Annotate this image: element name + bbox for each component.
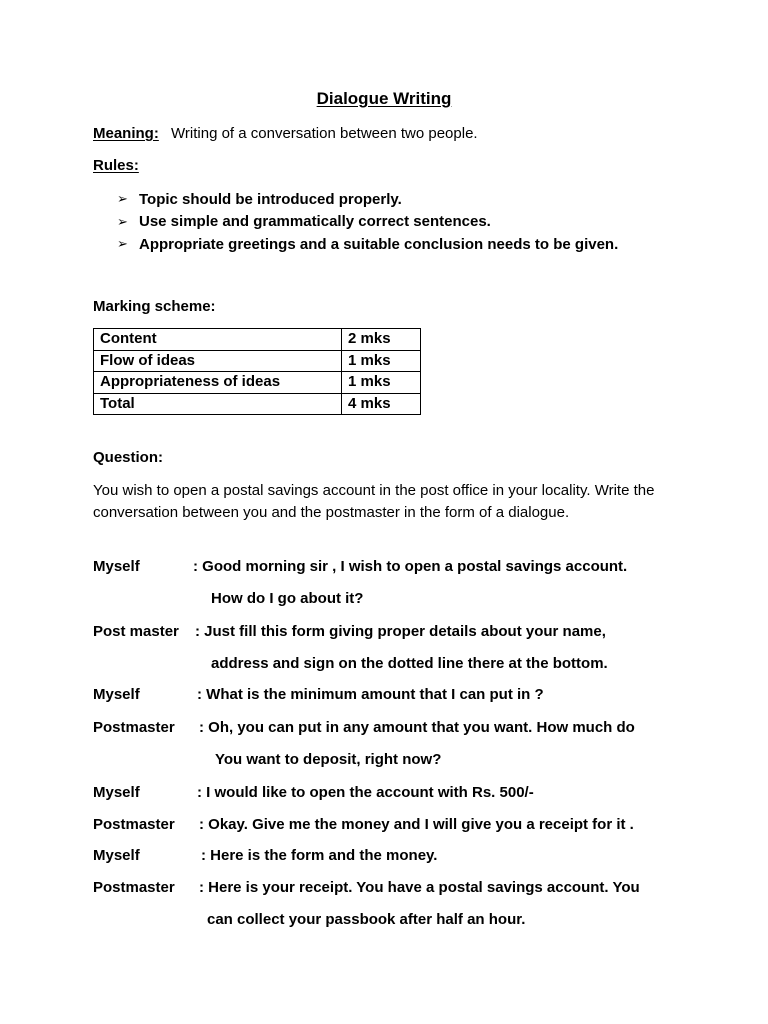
rule-text: Topic should be introduced properly. <box>139 190 402 208</box>
rules-label: Rules: <box>93 157 139 174</box>
meaning-text: Writing of a conversation between two people. <box>171 125 478 142</box>
dialogue-speaker: Post master <box>93 623 179 640</box>
dialogue-line: : Good morning sir , I wish to open a postal savings account. <box>193 558 628 575</box>
dialogue-line: can collect your passbook after half an hour. <box>207 911 526 928</box>
table-cell-marks: 1 mks <box>342 350 421 372</box>
rule-text: Use simple and grammatically correct sentences. <box>139 213 491 231</box>
dialogue-line: How do I go about it? <box>211 590 364 607</box>
arrow-bullet-icon: ➢ <box>117 236 128 252</box>
table-cell-marks: 2 mks <box>342 329 421 351</box>
arrow-bullet-icon: ➢ <box>117 191 128 207</box>
dialogue-line: : Okay. Give me the money and I will give you a receipt for it . <box>199 816 634 833</box>
rule-item <box>117 233 618 256</box>
dialogue-line: address and sign on the dotted line there at the bottom. <box>211 655 608 672</box>
table-cell-marks: 4 mks <box>342 393 421 415</box>
rules-heading <box>93 157 139 174</box>
table-cell-marks: 1 mks <box>342 372 421 394</box>
page-title <box>0 89 768 109</box>
dialogue-line: You want to deposit, right now? <box>215 751 442 768</box>
table-row <box>94 329 421 351</box>
table-cell-item: Appropriateness of ideas <box>94 372 342 394</box>
dialogue-line: : Just fill this form giving proper details about your name, <box>195 623 606 640</box>
table-row <box>94 350 421 372</box>
dialogue-speaker: Postmaster <box>93 879 175 896</box>
dialogue-speaker: Postmaster <box>93 719 175 736</box>
dialogue-speaker: Myself <box>93 784 140 801</box>
arrow-bullet-icon: ➢ <box>117 213 128 229</box>
page-title-text: Dialogue Writing <box>316 89 452 108</box>
meaning-line <box>93 125 478 142</box>
dialogue-speaker: Myself <box>93 686 140 703</box>
meaning-label: Meaning: <box>93 125 159 142</box>
rule-item <box>117 188 618 211</box>
question-text: You wish to open a postal savings account in the post office in your locality. Write the conversation between you and the postmaster in the form of a dialogue. <box>93 482 655 521</box>
rule-item <box>117 211 618 234</box>
table-cell-item: Flow of ideas <box>94 350 342 372</box>
dialogue-line: : What is the minimum amount that I can put in ? <box>197 686 544 703</box>
dialogue-speaker: Postmaster <box>93 816 175 833</box>
question-heading: Question: <box>93 449 163 466</box>
rule-text: Appropriate greetings and a suitable conclusion needs to be given. <box>139 235 619 253</box>
table-row <box>94 393 421 415</box>
marking-scheme-heading: Marking scheme: <box>93 298 216 315</box>
dialogue-line: : Here is your receipt. You have a postal savings account. You <box>199 879 640 896</box>
rules-list <box>117 188 618 256</box>
table-cell-item: Total <box>94 393 342 415</box>
dialogue-line: : Here is the form and the money. <box>201 847 438 864</box>
table-cell-item: Content <box>94 329 342 351</box>
marking-scheme-table <box>93 328 421 415</box>
dialogue-speaker: Myself <box>93 558 140 575</box>
table-row <box>94 372 421 394</box>
dialogue-line: : Oh, you can put in any amount that you want. How much do <box>199 719 635 736</box>
dialogue-line: : I would like to open the account with Rs. 500/- <box>197 784 534 801</box>
dialogue-speaker: Myself <box>93 847 140 864</box>
